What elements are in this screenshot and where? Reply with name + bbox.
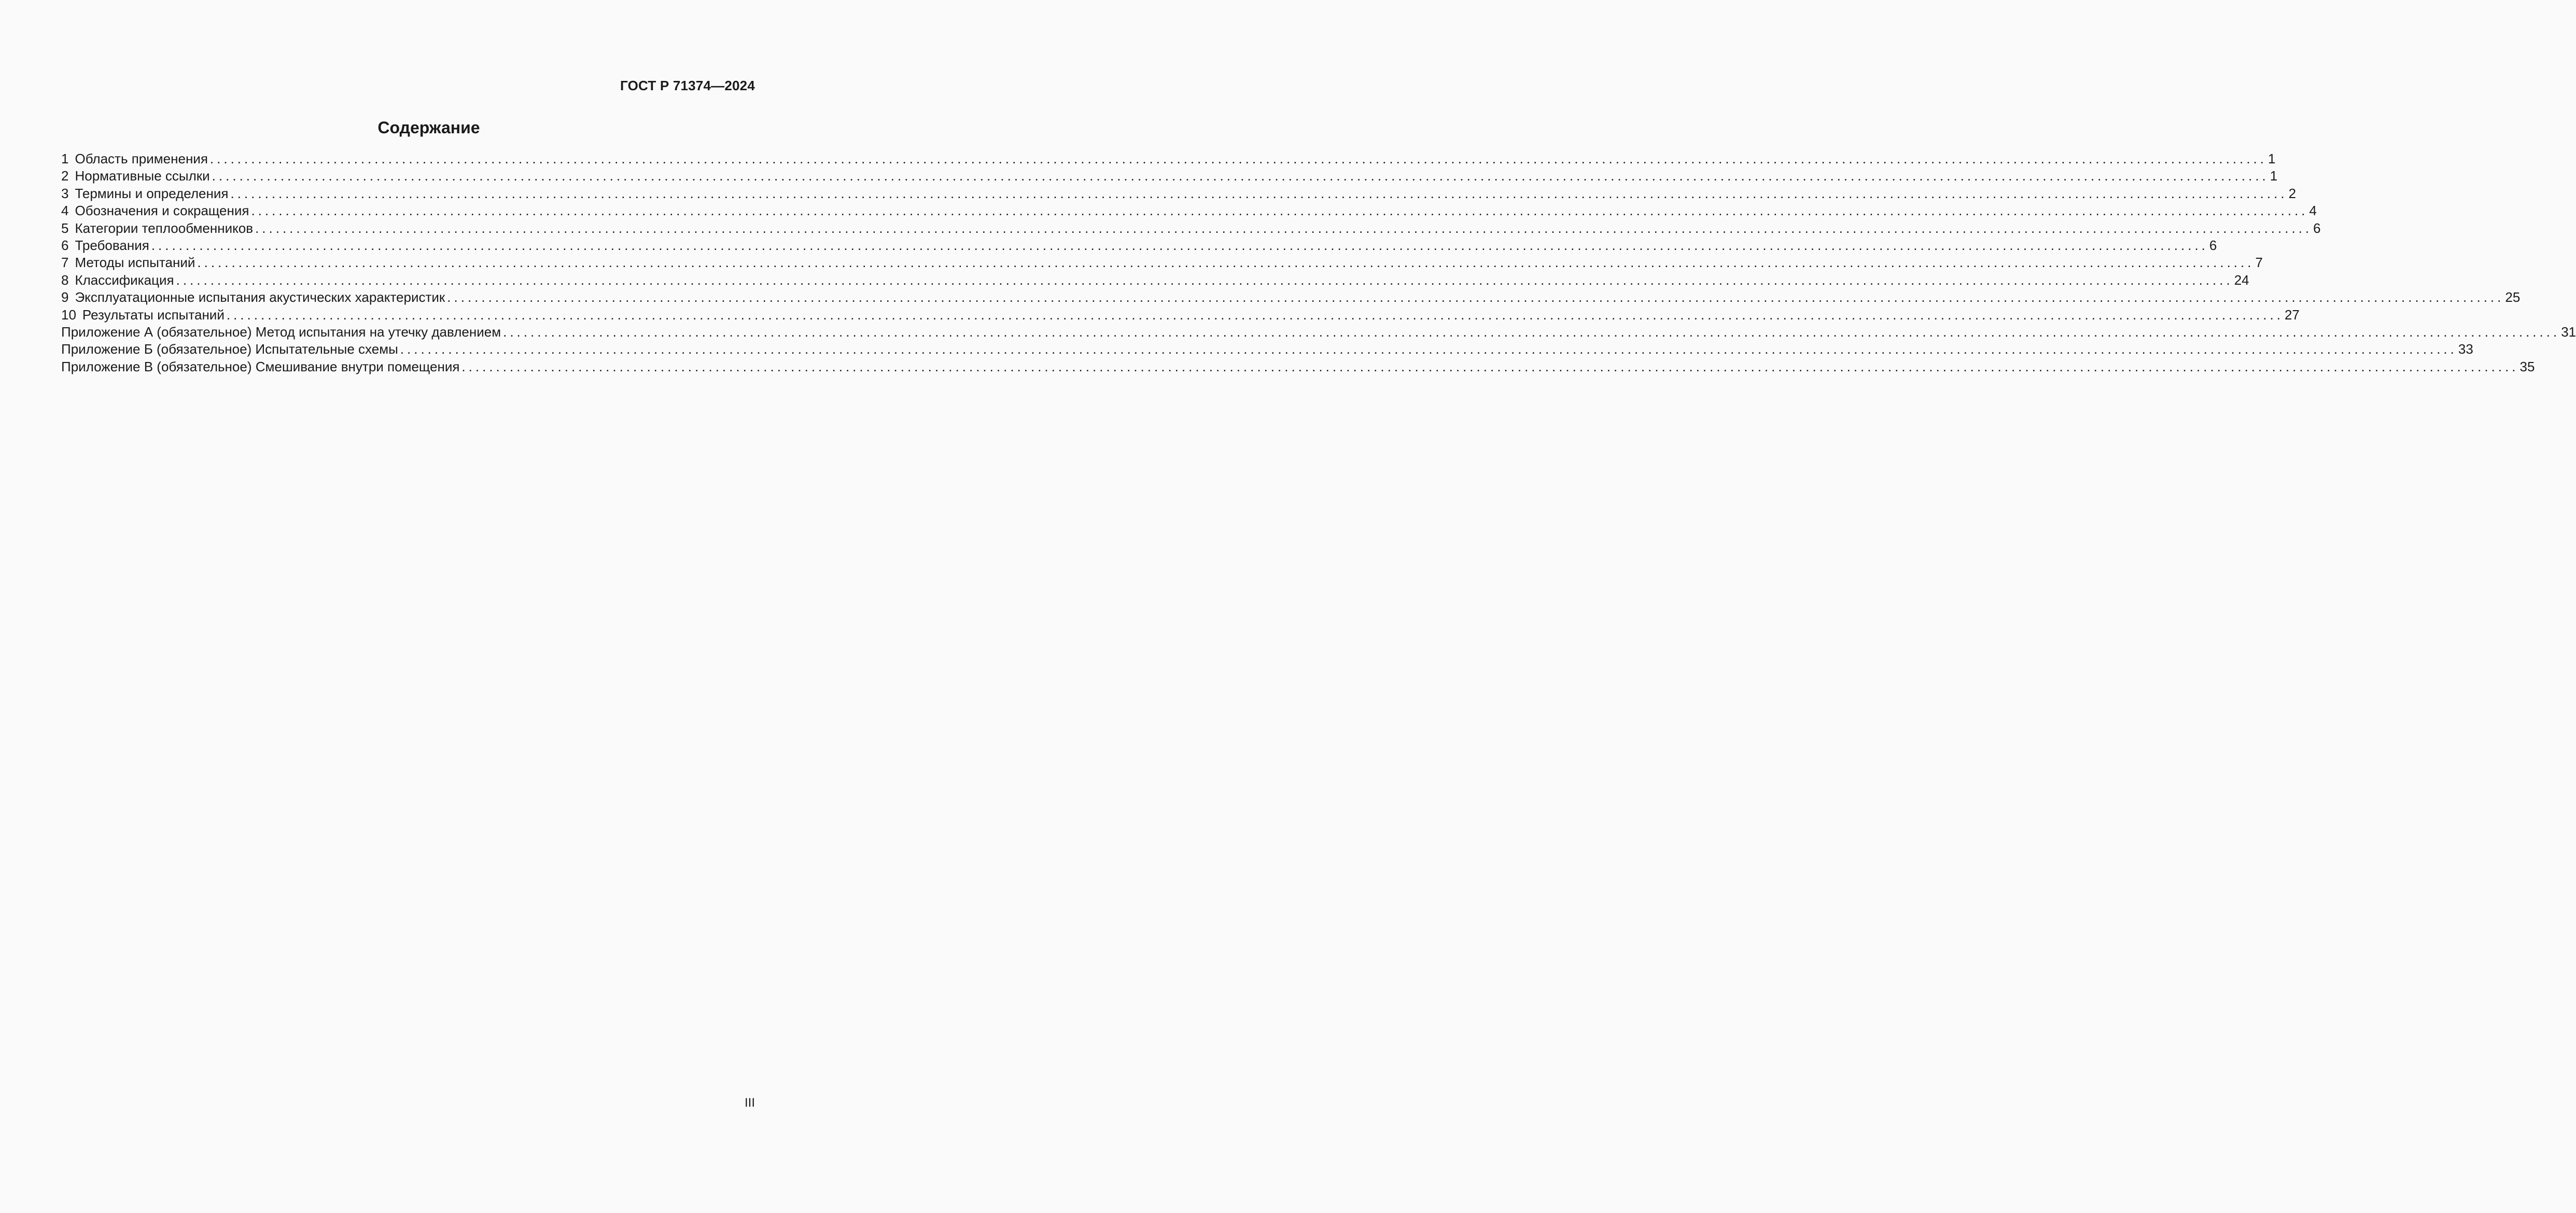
toc-item-page: 6 bbox=[2209, 237, 2217, 253]
toc-item-page: 27 bbox=[2284, 306, 2300, 323]
dot-leader: ............................................................................................................................................................................................................................................................................................................ bbox=[176, 272, 2233, 288]
toc-item-number: 3 bbox=[61, 185, 69, 201]
dot-leader: ............................................................................................................................................................................................................................................................................................................ bbox=[212, 168, 2269, 184]
dot-leader: ............................................................................................................................................................................................................................................................................................................ bbox=[209, 151, 2267, 166]
dot-leader: ............................................................................................................................................................................................................................................................................................................ bbox=[503, 324, 2560, 340]
toc-item[interactable] bbox=[61, 254, 2263, 271]
dot-leader: ............................................................................................................................................................................................................................................................................................................ bbox=[226, 306, 2284, 323]
toc-item[interactable] bbox=[61, 202, 2317, 219]
toc-item-label: Обозначения и сокращения bbox=[75, 203, 249, 219]
toc-item-label: Результаты испытаний bbox=[82, 306, 225, 323]
toc-item-page: 24 bbox=[2234, 272, 2249, 288]
toc-item-number: 8 bbox=[61, 272, 69, 288]
toc-item[interactable] bbox=[61, 168, 2278, 185]
toc-item[interactable] bbox=[61, 237, 2217, 254]
toc-item[interactable] bbox=[61, 306, 2300, 324]
toc-item-label: Эксплуатационные испытания акустических характеристик bbox=[75, 289, 445, 305]
toc-item-label: Термины и определения bbox=[75, 185, 229, 201]
toc-item-number: 2 bbox=[61, 168, 69, 184]
toc-item[interactable] bbox=[61, 185, 2297, 202]
dot-leader: ............................................................................................................................................................................................................................................................................................................ bbox=[197, 255, 2255, 271]
toc-item-number: 6 bbox=[61, 237, 69, 253]
toc-item-page: 4 bbox=[2309, 203, 2317, 219]
dot-leader: ............................................................................................................................................................................................................................................................................................................ bbox=[151, 237, 2208, 253]
toc-item-page: 1 bbox=[2270, 168, 2278, 184]
dot-leader: ............................................................................................................................................................................................................................................................................................................ bbox=[255, 220, 2313, 236]
toc-item-number: 5 bbox=[61, 220, 69, 236]
toc-item-page: 31 bbox=[2561, 324, 2576, 340]
toc-item[interactable] bbox=[61, 341, 2473, 358]
toc-item-label: Приложение А (обязательное) Метод испытания на утечку давлением bbox=[61, 324, 501, 340]
dot-leader: ............................................................................................................................................................................................................................................................................................................ bbox=[230, 185, 2288, 201]
toc-item-label: Приложение В (обязательное) Смешивание внутри помещения bbox=[61, 358, 460, 374]
toc-item-page: 35 bbox=[2519, 358, 2535, 374]
page-title: Содержание bbox=[377, 118, 480, 137]
toc-item[interactable] bbox=[61, 150, 2276, 168]
toc-item-page: 6 bbox=[2313, 220, 2321, 236]
toc-item-page: 33 bbox=[2458, 341, 2473, 357]
toc-item[interactable] bbox=[61, 324, 2576, 341]
toc-item-number: 10 bbox=[61, 306, 76, 323]
document-code: ГОСТ Р 71374—2024 bbox=[620, 78, 755, 93]
page-number: III bbox=[744, 1096, 755, 1110]
toc-item-label: Методы испытаний bbox=[75, 255, 195, 271]
toc-item-label: Классификация bbox=[75, 272, 174, 288]
toc-item-page: 25 bbox=[2505, 289, 2521, 305]
toc-item-number: 7 bbox=[61, 255, 69, 271]
toc-item-page: 2 bbox=[2288, 185, 2297, 201]
table-of-contents bbox=[61, 150, 2576, 375]
toc-item-label: Требования bbox=[75, 237, 149, 253]
toc-item-label: Приложение Б (обязательное) Испытательные схемы bbox=[61, 341, 398, 357]
toc-item-number: 4 bbox=[61, 203, 69, 219]
toc-item-number: 9 bbox=[61, 289, 69, 305]
toc-item[interactable] bbox=[61, 358, 2535, 375]
toc-item-page: 1 bbox=[2268, 151, 2276, 166]
toc-item[interactable] bbox=[61, 272, 2249, 289]
toc-item[interactable] bbox=[61, 289, 2521, 306]
dot-leader: ............................................................................................................................................................................................................................................................................................................ bbox=[400, 341, 2457, 357]
toc-item-label: Нормативные ссылки bbox=[75, 168, 210, 184]
toc-item-number: 1 bbox=[61, 151, 69, 166]
dot-leader: ............................................................................................................................................................................................................................................................................................................ bbox=[461, 358, 2519, 374]
toc-item[interactable] bbox=[61, 220, 2321, 237]
dot-leader: ............................................................................................................................................................................................................................................................................................................ bbox=[251, 203, 2308, 219]
dot-leader: ............................................................................................................................................................................................................................................................................................................ bbox=[447, 289, 2504, 305]
toc-item-page: 7 bbox=[2255, 255, 2263, 271]
toc-item-label: Категории теплообменников bbox=[75, 220, 254, 236]
toc-item-label: Область применения bbox=[75, 151, 208, 166]
